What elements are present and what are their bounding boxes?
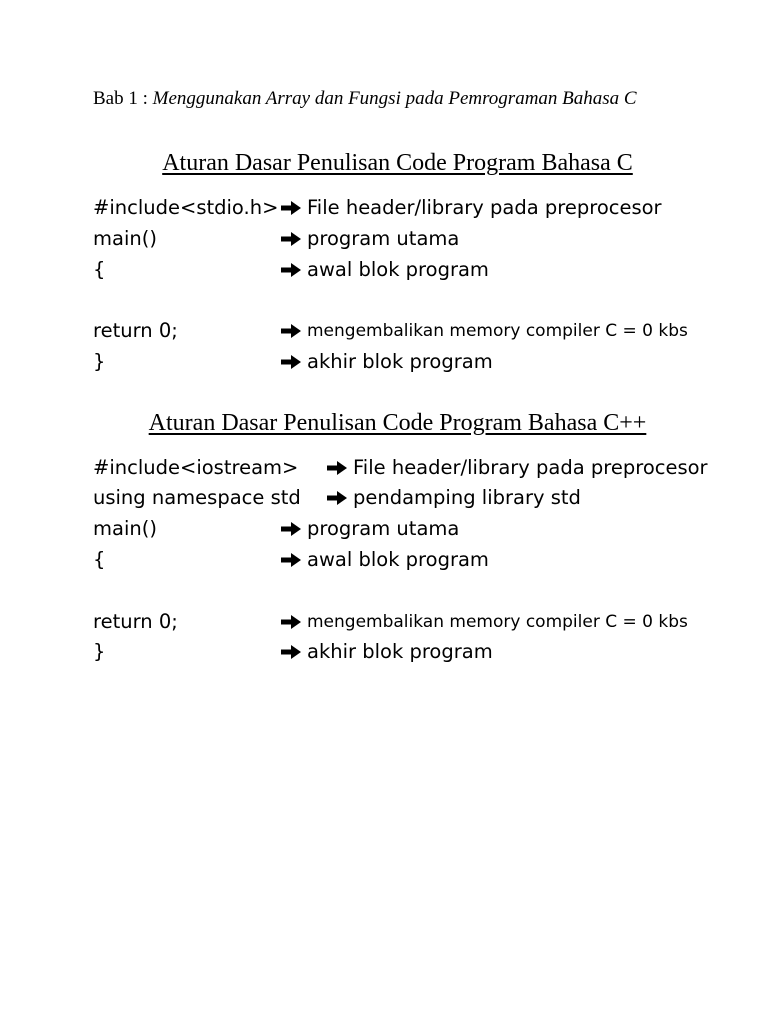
description bbox=[280, 225, 459, 253]
right-arrow-icon bbox=[280, 552, 302, 568]
description-text: awal blok program bbox=[307, 548, 489, 571]
description bbox=[280, 317, 688, 345]
right-arrow-icon bbox=[280, 521, 302, 537]
description bbox=[280, 194, 662, 222]
code-text: return 0; bbox=[93, 610, 178, 633]
section-title-c: Aturan Dasar Penulisan Code Program Bahasa C bbox=[162, 150, 633, 176]
code-text: using namespace std bbox=[93, 486, 301, 509]
description-text: program utama bbox=[307, 517, 460, 540]
chapter-header bbox=[93, 88, 637, 110]
right-arrow-icon bbox=[280, 200, 302, 216]
description-text: program utama bbox=[307, 227, 460, 250]
description-text: awal blok program bbox=[307, 258, 489, 281]
code-text: { bbox=[93, 548, 106, 571]
right-arrow-icon bbox=[326, 460, 348, 476]
right-arrow-icon bbox=[280, 262, 302, 278]
description-text: mengembalikan memory compiler C = 0 kbs bbox=[307, 321, 688, 341]
description-text: mengembalikan memory compiler C = 0 kbs bbox=[307, 612, 688, 632]
description bbox=[280, 638, 493, 666]
description bbox=[280, 256, 489, 284]
right-arrow-icon bbox=[280, 354, 302, 370]
code-text: return 0; bbox=[93, 319, 178, 342]
description-text: akhir blok program bbox=[307, 350, 493, 373]
code-text: { bbox=[93, 258, 106, 281]
description-text: File header/library pada preprocesor bbox=[353, 456, 708, 479]
code-text: main() bbox=[93, 227, 157, 250]
chapter-title: Menggunakan Array dan Fungsi pada Pemrograman Bahasa C bbox=[152, 88, 637, 109]
description-text: pendamping library std bbox=[353, 486, 581, 509]
chapter-prefix: Bab 1 : bbox=[93, 88, 153, 109]
code-text: #include<iostream> bbox=[93, 456, 299, 479]
section-title-cpp: Aturan Dasar Penulisan Code Program Bahasa C++ bbox=[148, 410, 647, 436]
code-text: main() bbox=[93, 517, 157, 540]
description-text: akhir blok program bbox=[307, 640, 493, 663]
right-arrow-icon bbox=[326, 490, 348, 506]
right-arrow-icon bbox=[280, 323, 302, 339]
code-text: } bbox=[93, 640, 106, 663]
description-text: File header/library pada preprocesor bbox=[307, 196, 662, 219]
code-text: } bbox=[93, 350, 106, 373]
description bbox=[280, 515, 459, 543]
description bbox=[280, 546, 489, 574]
description bbox=[280, 608, 688, 636]
right-arrow-icon bbox=[280, 231, 302, 247]
description bbox=[326, 454, 708, 482]
right-arrow-icon bbox=[280, 644, 302, 660]
code-text: #include<stdio.h> bbox=[93, 196, 279, 219]
right-arrow-icon bbox=[280, 614, 302, 630]
description bbox=[326, 484, 581, 512]
description bbox=[280, 348, 493, 376]
